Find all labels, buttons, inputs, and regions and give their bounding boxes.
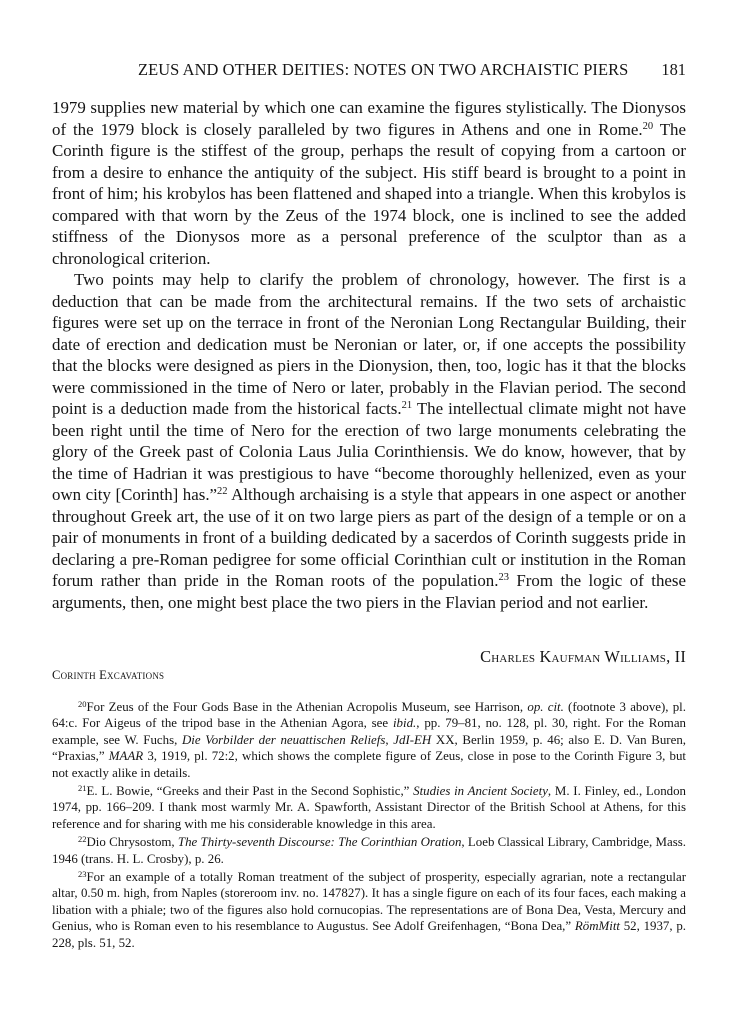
footnote-italic: MAAR xyxy=(108,749,144,764)
paragraph-2 xyxy=(52,269,686,613)
footnote-italic: The Thirty-seventh Discourse: The Corinthian Oration xyxy=(177,835,462,850)
footnote-text: , pp. 79–81, no. 128, pl. 30, right. For the Roman example, see W. Fuchs, xyxy=(52,716,686,747)
paragraph-2-text-cont: The intellectual climate might not have been right until the time of Nero for the erection of two large monuments celebrating the glory of the Greek past of Colonia Laus Julia Corinthiensis. We do know, however, that by the time of Hadrian it was prestigious to have “become thoroughly hellenized, even as your own city [Corinth] has.” xyxy=(52,399,686,504)
footnote-number: 21 xyxy=(78,783,87,794)
author-affiliation: Corinth Excavations xyxy=(52,668,165,682)
footnote-22 xyxy=(52,834,686,867)
footnote-italic: op. cit. xyxy=(527,700,564,714)
paragraph-2-text-cont-2: Although archaising is a style that appears in one aspect or another throughout Greek art, the use of it on two large piers as part of the design of a temple or on a pair of monuments in front of a building dedicated by a sacerdos of Corinth suggests pride in declaring a pre-Roman pedigree for some official Corinthian cult or institution in the Roman forum rather than pride in the Roman roots of the population. xyxy=(52,485,686,590)
footnote-text: (footnote 3 above), pl. 64:c. For Aigeus of the tripod base in the Athenian Agora, see xyxy=(52,700,686,731)
footnote-italic: JdI-EH xyxy=(393,732,432,747)
paragraph-2-text: Two points may help to clarify the problem of chronology, however. The first is a deduction that can be made from the architectural remains. If the two sets of archaistic figures were set up on the terrace in front of the Neronian Long Rectangular Building, their date of erection and dedication must be Neronian or later, or, if one accepts the possibility that the blocks were designed as piers in the Dionysion, then, too, logic has it that the blocks were commissioned in the time of Nero or later, probably in the Flavian period. The second point is a deduction made from the historical facts. xyxy=(52,270,686,418)
footnote-italic: Studies in Ancient Society xyxy=(413,784,548,799)
footnote-italic: Die Vorbilder der neuattischen Reliefs xyxy=(182,732,386,747)
footnote-text: E. L. Bowie, “Greeks and their Past in the Second Sophistic,” xyxy=(86,784,414,799)
author-signature: Charles Kaufman Williams, II xyxy=(480,647,686,666)
footnote-ref-22: 22 xyxy=(217,486,228,497)
footnote-ref-23: 23 xyxy=(498,572,509,583)
footnote-number: 23 xyxy=(78,869,87,880)
paragraph-2-text-cont-3: From the logic of these arguments, then, one might best place the two piers in the Flavian period and not earlier. xyxy=(52,571,686,612)
footnote-text: Dio Chrysostom, xyxy=(86,835,178,850)
footnote-text: For Zeus of the Four Gods Base in the Athenian Acropolis Museum, see Harrison, xyxy=(86,700,528,714)
footnote-number: 22 xyxy=(78,834,87,845)
footnote-text: , Loeb Classical Library, Cambridge, Mass. 1946 (trans. H. L. Crosby), p. 26. xyxy=(52,835,686,866)
footnote-italic: RömMitt xyxy=(574,919,620,934)
footnote-23 xyxy=(52,869,686,951)
footnote-number: 20 xyxy=(78,699,87,709)
paragraph-1-text-cont: The Corinth figure is the stiffest of the group, perhaps the result of copying from a cartoon or from a desire to enhance the antiquity of the subject. His stiff beard is brought to a point in front of him; his krobylos has been flattened and shaped into a triangle. When this krobylos is compared with that worn by the Zeus of the 1974 block, one is inclined to see the added stiffness of the Dionysos more as a personal preference of the sculptor than as a chronological criterion. xyxy=(52,119,686,268)
footnote-italic: ibid. xyxy=(392,716,417,731)
footnote-20 xyxy=(52,699,686,781)
body-text xyxy=(52,97,686,613)
footnotes xyxy=(52,699,686,953)
footnote-text: XX, Berlin 1959, p. 46; also E. D. Van Buren, “Praxias,” xyxy=(52,732,686,764)
footnote-ref-21: 21 xyxy=(401,400,413,411)
running-head xyxy=(138,60,686,84)
page-number: 181 xyxy=(661,60,686,79)
footnote-text: 3, 1919, pl. 72:2, which shows the complete figure of Zeus, close in pose to the Corinth Figure 3, but not exactly alike in details. xyxy=(52,749,686,780)
footnote-text: , xyxy=(385,732,394,747)
footnote-ref-20: 20 xyxy=(642,120,654,132)
footnote-21 xyxy=(52,783,686,832)
paragraph-1-text: 1979 supplies new material by which one can examine the figures stylistically. The Dionysos of the 1979 block is closely paralleled by two figures in Athens and one in Rome. xyxy=(52,98,686,139)
footnote-text: For an example of a totally Roman treatment of the subject of prosperity, especially agrarian, note a rectangular altar, 0.50 m. high, from Naples (storeroom inv. no. 147827). It has a single figure on each of its four faces, each making a libation with a phiale; two of the figures also hold cornucopias. The representations are of Bona Dea, Vesta, Mercury and Genius, who is Roman even to his resemblance to Augustus. See Adolf Greifenhagen, “Bona Dea,” xyxy=(52,870,686,934)
footnote-text: , M. I. Finley, ed., London 1974, pp. 166–209. I thank most warmly Mr. A. Spawforth, Assistant Director of the British School at Athens, for this reference and for sharing with me his considerable knowledge in this area. xyxy=(52,784,686,831)
running-title: ZEUS AND OTHER DEITIES: NOTES ON TWO ARCHAISTIC PIERS xyxy=(138,60,629,79)
footnote-text: 52, 1937, p. 228, pls. 51, 52. xyxy=(52,919,686,950)
paragraph-1 xyxy=(52,97,686,269)
